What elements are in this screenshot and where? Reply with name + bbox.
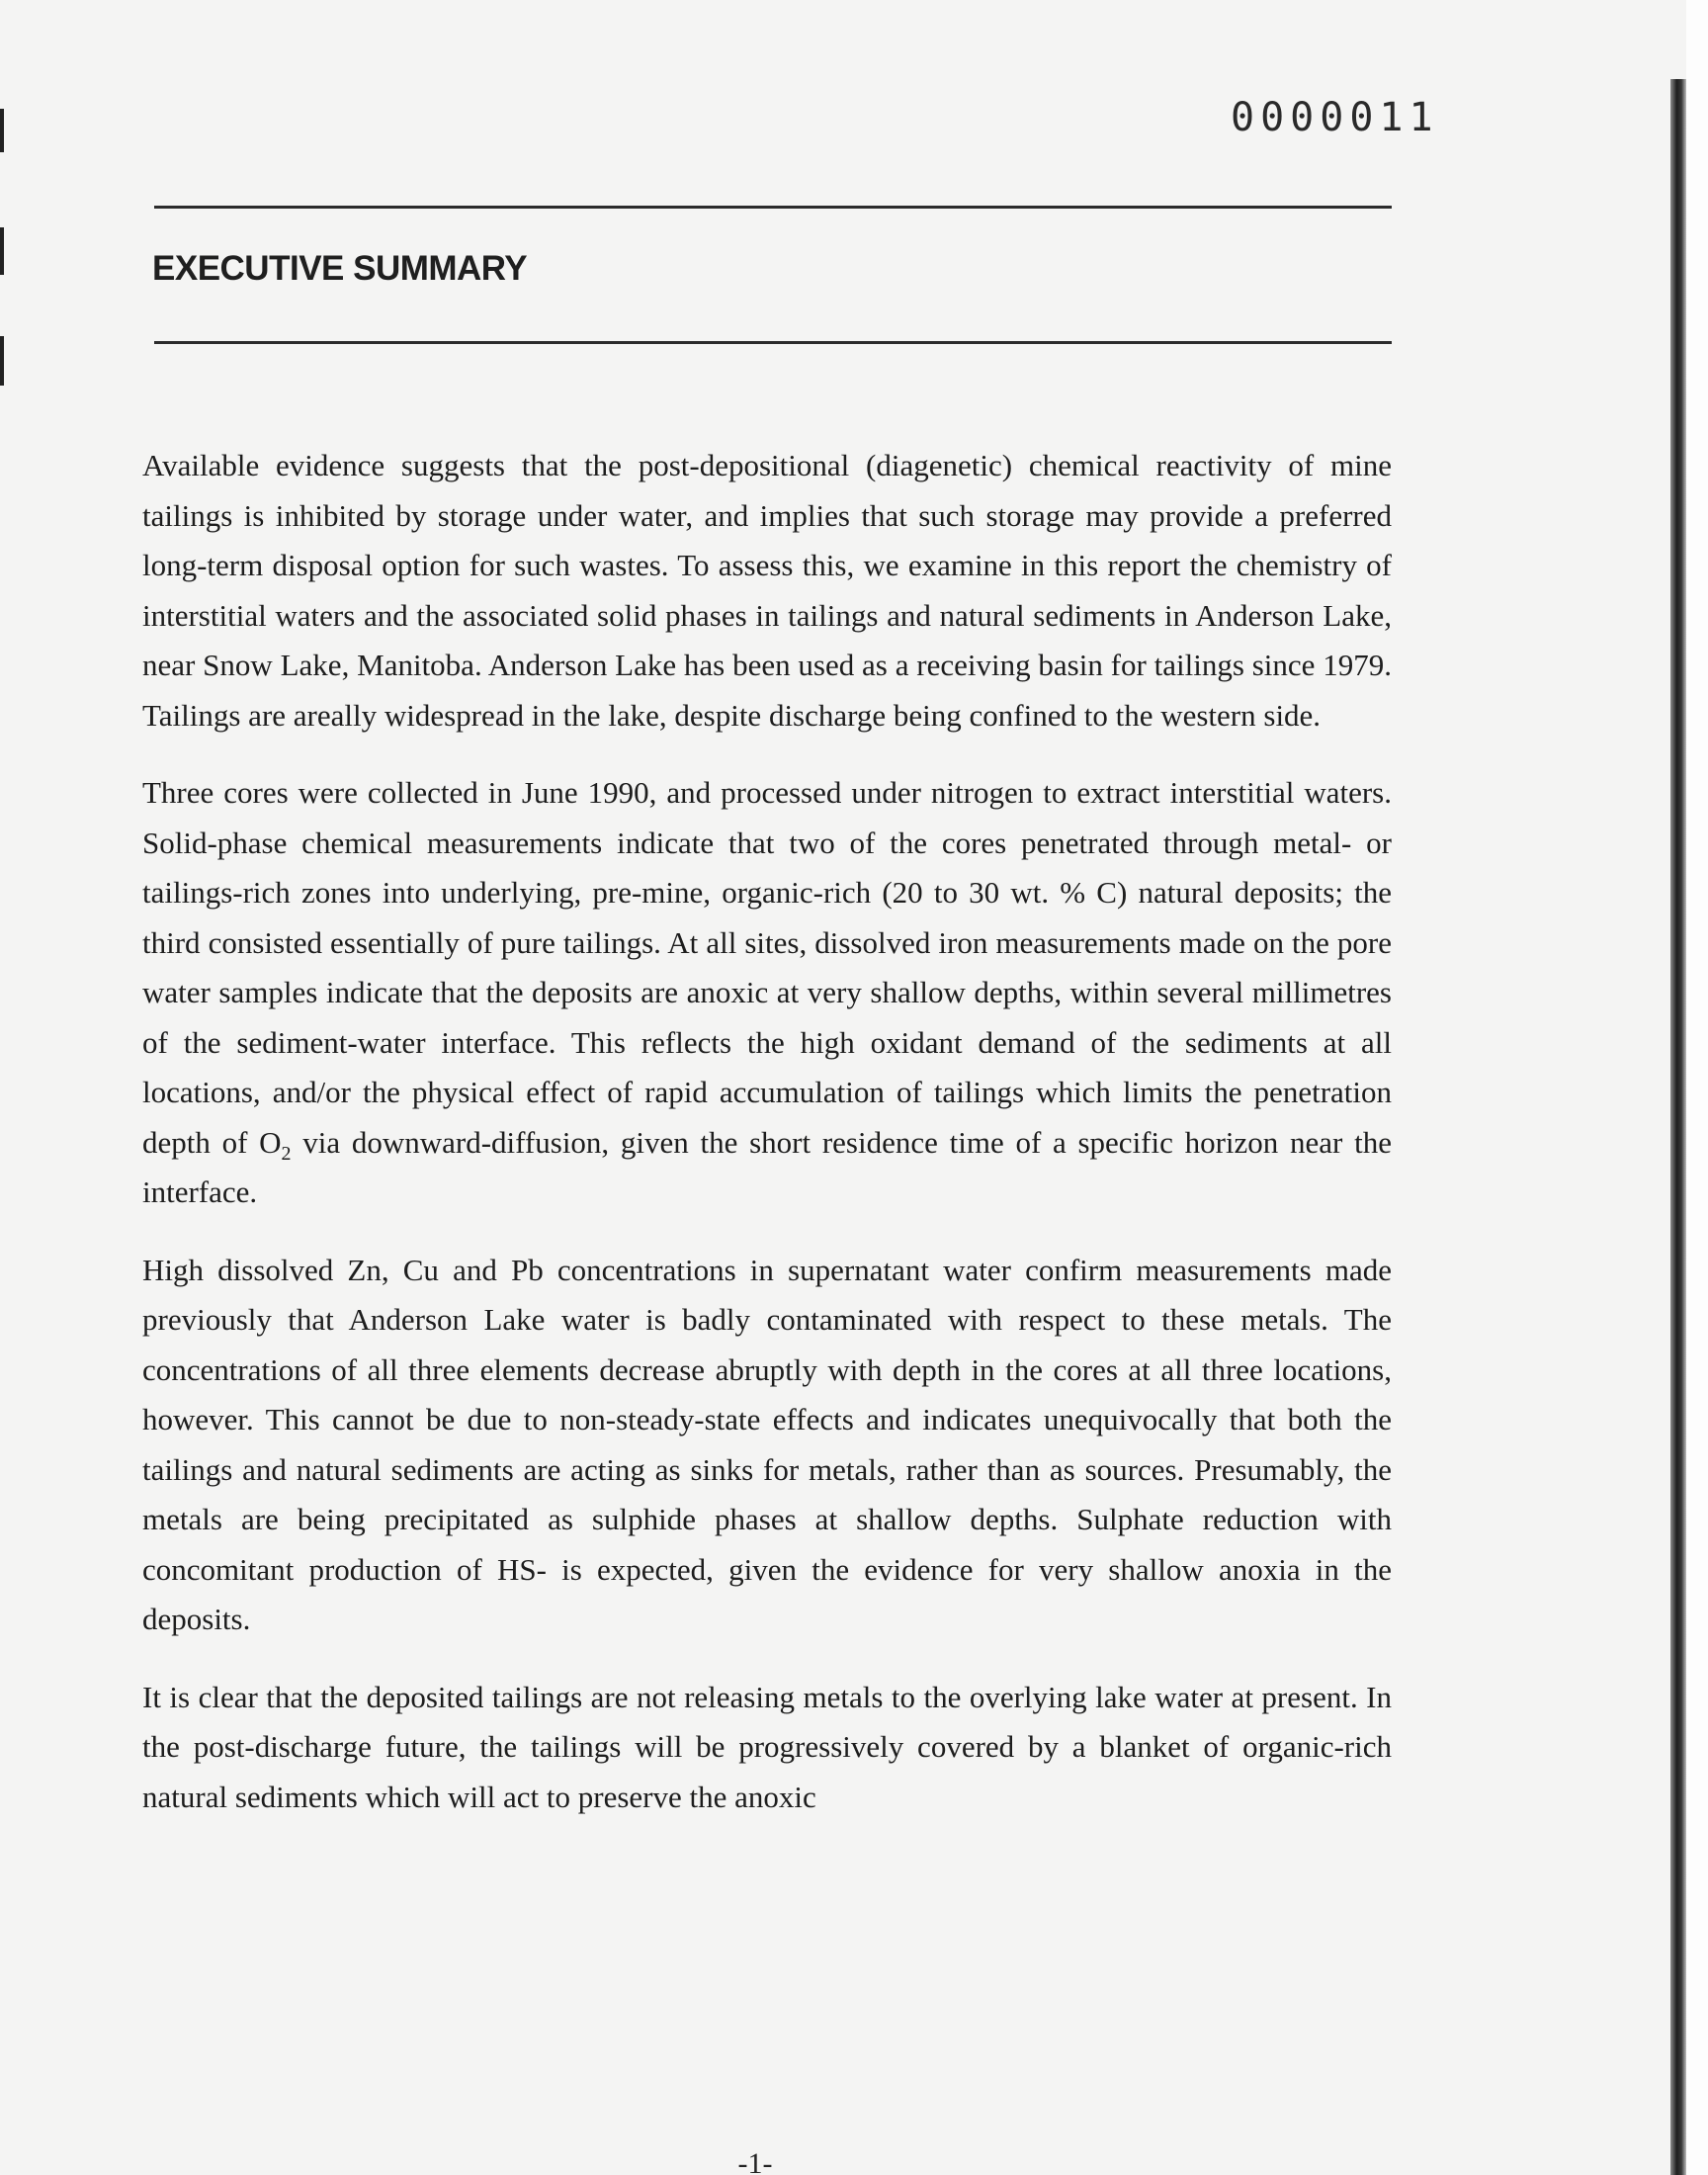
heading-rule-bottom xyxy=(154,341,1392,344)
scan-edge-margin xyxy=(1686,0,1708,2175)
section-heading: EXECUTIVE SUMMARY xyxy=(152,249,528,288)
page-id-number: 0000011 xyxy=(1231,95,1439,140)
scan-left-mark xyxy=(0,336,4,386)
scan-left-mark xyxy=(0,109,4,152)
paragraph-1: Available evidence suggests that the post-depositional (diagenetic) chemical reactivity of mine tailings is inhibited by storage under water, and implies that such storage may provide a preferred long-term disposal option for such wastes. To assess this, we examine in this report the chemistry of interstitial waters and the associated solid phases in tailings and natural sediments in Anderson Lake, near Snow Lake, Manitoba. Anderson Lake has been used as a receiving basin for tailings since 1979. Tailings are areally widespread in the lake, despite discharge being confined to the western side. xyxy=(142,448,1392,733)
scan-binding-shadow xyxy=(1670,79,1686,2175)
body-text xyxy=(142,441,1392,1850)
heading-rule-top xyxy=(154,206,1392,209)
paragraph-2-text: Three cores were collected in June 1990, and processed under nitrogen to extract interstitial waters. Solid-phase chemical measurements indicate that two of the cores penetrated through metal- or tailings-rich zones into underlying, pre-mine, organic-rich (20 to 30 wt. % C) natural deposits; the third consisted essentially of pure tailings. At all sites, dissolved iron measurements made on the pore water samples indicate that the deposits are anoxic at very shallow depths, within several millimetres of the sediment-water interface. This reflects the high oxidant demand of the sediments at all locations, and/or the physical effect of rapid accumulation of tailings which limits the penetration depth of O xyxy=(142,775,1392,1160)
subscript-2: 2 xyxy=(281,1142,292,1165)
footer-page-number: -1- xyxy=(737,2147,773,2175)
scan-left-mark xyxy=(0,227,4,275)
paragraph-4: It is clear that the deposited tailings are not releasing metals to the overlying lake water at present. In the post-discharge future, the tailings will be progressively covered by a blanket of organic-rich natural sediments which will act to preserve the anoxic xyxy=(142,1679,1392,1814)
paragraph-2 xyxy=(142,768,1392,1218)
paragraph-3: High dissolved Zn, Cu and Pb concentrations in supernatant water confirm measurements made previously that Anderson Lake water is badly contaminated with respect to these metals. The concentrations of all three elements decrease abruptly with depth in the cores at all three locations, however. This cannot be due to non-steady-state effects and indicates unequivocally that both the tailings and natural sediments are acting as sinks for metals, rather than as sources. Presumably, the metals are being precipitated as sulphide phases at shallow depths. Sulphate reduction with concomitant production of HS- is expected, given the evidence for very shallow anoxia in the deposits. xyxy=(142,1252,1392,1636)
paragraph-2-text-end: via downward-diffusion, given the short residence time of a specific horizon near the interface. xyxy=(142,1124,1392,1209)
